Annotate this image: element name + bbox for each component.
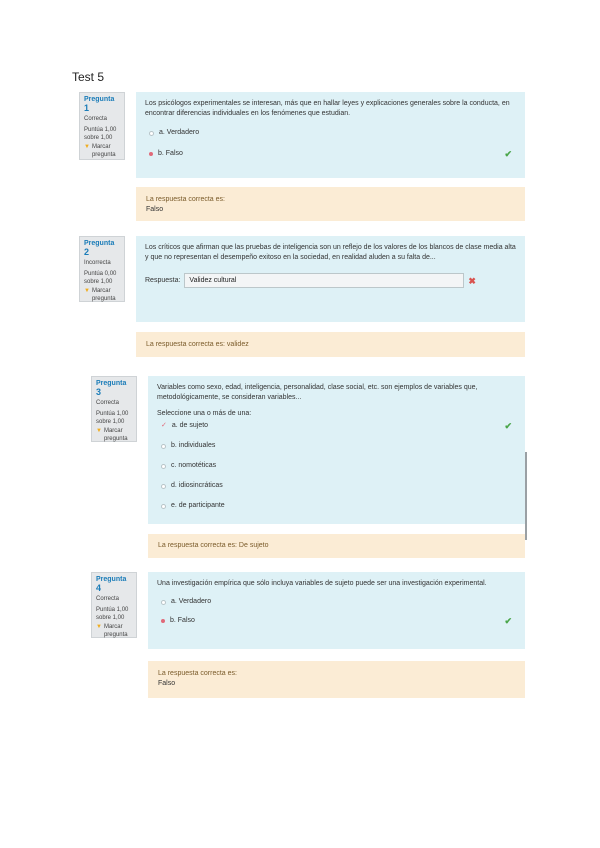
check-mark-icon[interactable]: ✓ [161, 422, 167, 429]
option-c[interactable]: c. nomotéticas [161, 461, 516, 471]
response-input[interactable]: Validez cultural [184, 273, 464, 288]
checkbox[interactable] [161, 484, 166, 489]
option-a[interactable]: a. Verdadero [149, 128, 516, 138]
question-number: Pregunta 2 [84, 240, 115, 257]
option-a[interactable]: ✓ a. de sujeto ✔ [161, 421, 512, 431]
question-score: Puntúa 0,00 sobre 1,00 [84, 271, 117, 285]
option-a[interactable]: a. Verdadero [161, 597, 516, 607]
question-status: Incorrecta [84, 260, 111, 266]
question-status: Correcta [84, 116, 108, 122]
option-b[interactable]: b. individuales [161, 441, 516, 451]
question-status: Correcta [96, 596, 120, 602]
radio-button[interactable] [161, 600, 166, 605]
incorrect-cross-icon: ✖ [468, 275, 476, 286]
question-info-3 [91, 376, 137, 442]
flag-icon: ▼ [96, 624, 102, 630]
feedback-4: La respuesta correcta es: Falso [148, 661, 525, 698]
question-content-1 [136, 92, 525, 178]
question-info-4 [91, 572, 137, 638]
flag-icon: ▼ [84, 144, 90, 150]
question-status: Correcta [96, 400, 120, 406]
question-text: Una investigación empírica que sólo incluya variables de sujeto puede ser una investigación experimental. [157, 580, 487, 587]
radio-button[interactable] [149, 131, 154, 136]
checkbox[interactable] [161, 464, 166, 469]
question-content-3 [148, 376, 525, 524]
correct-check-icon: ✔ [504, 149, 512, 159]
option-e[interactable]: e. de participante [161, 501, 516, 511]
flag-icon: ▼ [84, 288, 90, 294]
question-text: Los psicólogos experimentales se interesan, más que en hallar leyes y explicaciones generales sobre la conducta, en encontrar diferencias individuales en los fenómenes que estudian. [145, 100, 510, 117]
feedback-2: La respuesta correcta es: validez [136, 332, 525, 357]
option-b[interactable]: b. Falso ✔ [149, 149, 516, 159]
page-title: Test 5 [72, 70, 105, 84]
flag-question-button[interactable]: ▼ Marcar pregunta [96, 428, 128, 442]
flag-icon: ▼ [96, 428, 102, 434]
question-text: Los críticos que afirman que las pruebas de inteligencia son un reflejo de los valores de los blancos de clase media alta y que no representan el desempeño exitoso en la sociedad, en realidad aluden a su falta de... [145, 244, 516, 261]
flag-question-button[interactable]: ▼ Marcar pregunta [84, 288, 116, 302]
flag-question-button[interactable]: ▼ Marcar pregunta [96, 624, 128, 638]
response-label: Respuesta: [145, 276, 181, 284]
question-info-1 [79, 92, 125, 160]
correct-check-icon: ✔ [504, 616, 512, 626]
question-number: Pregunta 4 [96, 576, 127, 593]
option-b[interactable]: b. Falso ✔ [161, 616, 516, 626]
radio-button-selected[interactable] [149, 152, 153, 156]
question-content-4 [148, 572, 525, 649]
checkbox[interactable] [161, 444, 166, 449]
feedback-3: La respuesta correcta es: De sujeto [148, 534, 525, 558]
question-content-2 [136, 236, 525, 322]
option-d[interactable]: d. idiosincráticas [161, 481, 516, 491]
question-text: Variables como sexo, edad, inteligencia, personalidad, clase social, etc. son ejemplos de variables que, metodológicamente, se consideran variables... [157, 384, 478, 401]
question-score: Puntúa 1,00 sobre 1,00 [96, 411, 129, 425]
flag-question-button[interactable]: ▼ Marcar pregunta [84, 144, 116, 158]
question-score: Puntúa 1,00 sobre 1,00 [84, 127, 117, 141]
response-row [145, 273, 516, 288]
selection-prompt: Seleccione una o más de una: [157, 410, 252, 417]
checkbox[interactable] [161, 504, 166, 509]
scrollbar[interactable] [525, 452, 527, 540]
radio-button-selected[interactable] [161, 619, 165, 623]
question-score: Puntúa 1,00 sobre 1,00 [96, 607, 129, 621]
question-number: Pregunta 1 [84, 96, 115, 113]
correct-check-icon: ✔ [504, 421, 512, 431]
question-info-2 [79, 236, 125, 302]
feedback-1: La respuesta correcta es: Falso [136, 187, 525, 221]
question-number: Pregunta 3 [96, 380, 127, 397]
